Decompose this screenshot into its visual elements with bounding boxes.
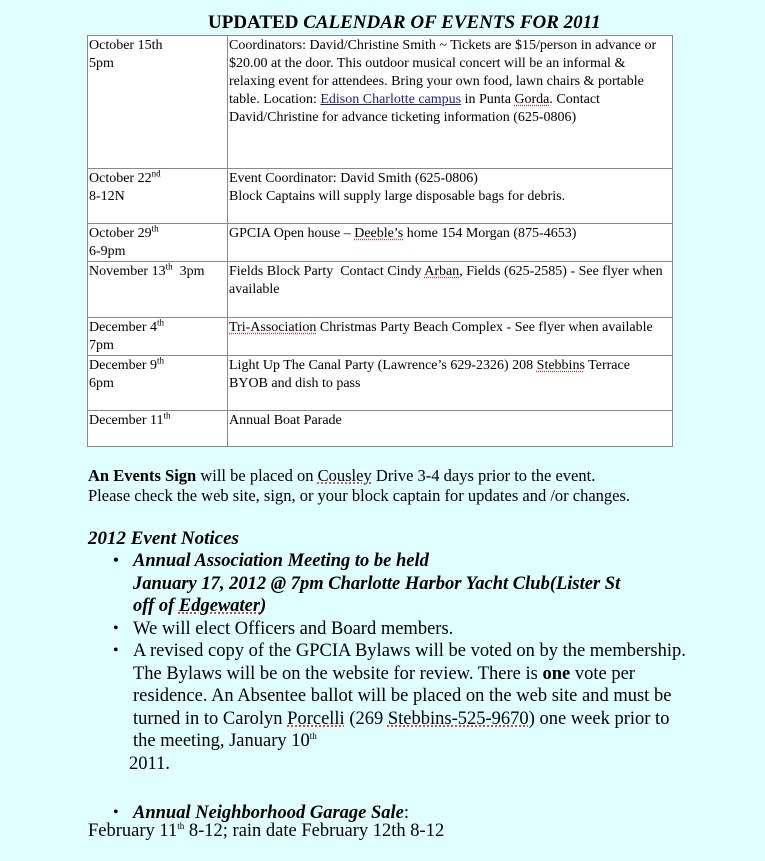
- list-item-meeting: • Annual Association Meeting to be held January 17, 2012 @ 7pm Charlotte Harbor Yacht Club(Lister St off of Edgewater): [110, 550, 690, 618]
- event-date-cell: October 22nd 8-12N: [88, 169, 228, 224]
- event-date-cell: November 13th 3pm: [88, 262, 228, 318]
- table-row: [88, 411, 673, 447]
- events-sign-notice: An Events Sign will be placed on Cousley Drive 3-4 days prior to the event. Please check the web site, sign, or your block captain for updates and /or changes.: [88, 466, 631, 505]
- event-date-cell: October 29th 6-9pm: [88, 224, 228, 262]
- table-row: [88, 36, 673, 169]
- notices-list: [110, 550, 690, 775]
- table-row: [88, 169, 673, 224]
- event-desc-cell: Event Coordinator: David Smith (625-0806) Block Captains will supply large disposable bags for debris.: [228, 169, 673, 224]
- event-desc-cell: GPCIA Open house – Deeble’s home 154 Morgan (875-4653): [228, 224, 673, 262]
- list-item-bylaws: • A revised copy of the GPCIA Bylaws will be voted on by the membership. The Bylaws will be on the website for review. There is one vote per residence. An Absentee ballot will be placed on the web site and must be turned in to Carolyn Porcelli (269 Stebbins-525-9670) one week prior to the meeting, January 10th 2011.: [110, 640, 690, 775]
- event-desc-cell: Coordinators: David/Christine Smith ~ Tickets are $15/person in advance or $20.00 at the door. This outdoor musical concert will be an informal & relaxing event for attendees. Bring your own food, lawn chairs & portable table. Location: Edison Charlotte campus in Punta Gorda. Contact David/Christine for advance ticketing information (625-0806): [228, 36, 673, 169]
- events-table: [87, 35, 673, 447]
- event-date-cell: December 11th: [88, 411, 228, 447]
- table-row: [88, 356, 673, 411]
- event-date-cell: October 15th 5pm: [88, 36, 228, 169]
- event-desc-cell: Fields Block Party Contact Cindy Arban, Fields (625-2585) - See flyer when available: [228, 262, 673, 318]
- title-plain: UPDATED: [208, 12, 304, 33]
- garage-sale-dates: February 11th 8-12; rain date February 12th 8-12: [88, 820, 445, 841]
- list-item-elect: • We will elect Officers and Board members.: [110, 618, 690, 641]
- list-item-garage-sale: • Annual Neighborhood Garage Sale:: [110, 802, 690, 825]
- title-italic: CALENDAR OF EVENTS FOR 2011: [303, 12, 601, 33]
- page-title: [208, 12, 601, 34]
- event-desc-cell: Tri-Association Christmas Party Beach Complex - See flyer when available: [228, 318, 673, 356]
- event-desc-cell: Annual Boat Parade: [228, 411, 673, 447]
- table-row: [88, 318, 673, 356]
- notices-2012-heading: 2012 Event Notices: [88, 528, 239, 549]
- event-date-cell: December 9th 6pm: [88, 356, 228, 411]
- table-row: [88, 262, 673, 318]
- table-row: [88, 224, 673, 262]
- event-desc-cell: Light Up The Canal Party (Lawrence’s 629-2326) 208 Stebbins Terrace BYOB and dish to pass: [228, 356, 673, 411]
- event-date-cell: December 4th 7pm: [88, 318, 228, 356]
- edison-campus-link[interactable]: Edison Charlotte campus: [320, 92, 462, 107]
